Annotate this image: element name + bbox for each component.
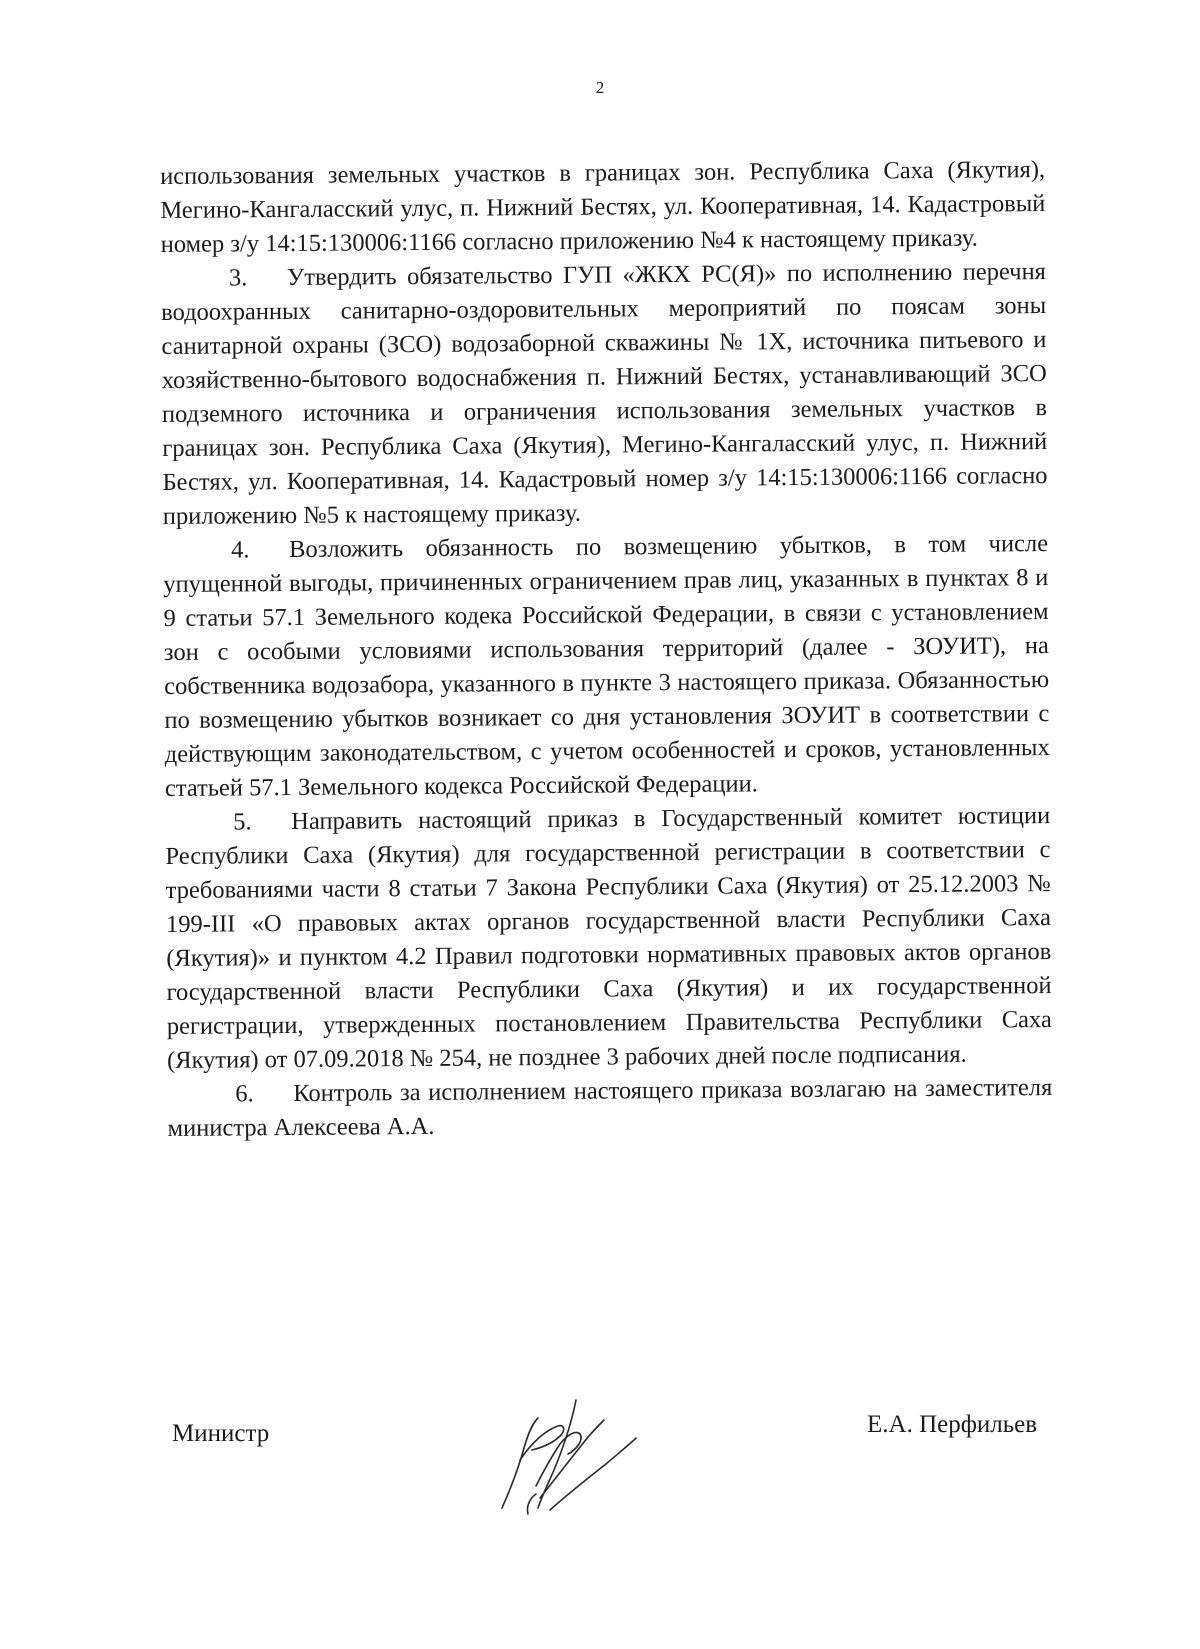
paragraph-text: Направить настоящий приказ в Государственный комитет юстиции Республики Саха (Якутия) для государственной регистрации в соответствии с требованиями части 8 статьи 7 Закона Республики Саха (Якутия) от 25.12.2003 № 199-III «О правовых актах органов государственной власти Республики Саха (Якутия)» и пунктом 4.2 Правил подготовки нормативных правовых актов органов государственной власти Республики Саха (Якутия) и их государственной регистрации, утвержденных постановлением Правительства Республики Саха (Якутия) от 07.09.2018 № 254, не позднее 3 рабочих дней после подписания. <box>165 802 1052 1074</box>
paragraph-text: Возложить обязанность по возмещению убытков, в том числе упущенной выгоды, причиненных ограничением прав лиц, указанных в пунктах 8 и 9 статьи 57.1 Земельного кодека Российской Федерации, в связи с установлением зон с особыми условиями использования территорий (далее - ЗОУИТ), на собственника водозабора, указанного в пункте 3 настоящего приказа. Обязанностью по возмещению убытков возникает со дня установления ЗОУИТ в соответствии с действующим законодательством, с учетом особенностей и сроков, установленных статьей 57.1 Земельного кодекса Российской Федерации. <box>163 530 1050 802</box>
paragraph-text: Контроль за исполнением настоящего приказа возлагаю на заместителя министра Алексеева А.А. <box>167 1074 1053 1142</box>
handwritten-signature <box>480 1390 650 1520</box>
signatory-position: Министр <box>172 1420 270 1447</box>
paragraph-text: использования земельных участков в границах зон. Республика Саха (Якутия), Мегино-Кангаласский улус, п. Нижний Бестях, ул. Кооперативная, 14. Кадастровый номер з/у 14:15:130006:1166 согласно приложению №4 к настоящему приказу. <box>160 156 1046 258</box>
paragraph-number: 3. <box>228 264 248 292</box>
paragraph-number: 5. <box>233 808 252 836</box>
page-number: 2 <box>595 78 605 97</box>
signatory-name: Е.А. Перфильев <box>867 1411 1038 1438</box>
paragraph-number: 4. <box>230 536 250 564</box>
paragraph-number: 6. <box>235 1080 254 1108</box>
paragraph-text: Утвердить обязательство ГУП «ЖКХ РС(Я)» по исполнению перечня водоохранных санитарно-оздоровительных мероприятий по поясам зоны санитарной охраны (ЗСО) водозаборной скважины № 1Х, источника питьевого и хозяйственно-бытового водоснабжения п. Нижний Бестях, устанавливающий ЗСО подземного источника и ограничения использования земельных участков в границах зон. Республика Саха (Якутия), Мегино-Кангаласский улус, п. Нижний Бестях, ул. Кооперативная, 14. Кадастровый номер з/у 14:15:130006:1166 согласно приложению №5 к настоящему приказу. <box>161 258 1048 530</box>
